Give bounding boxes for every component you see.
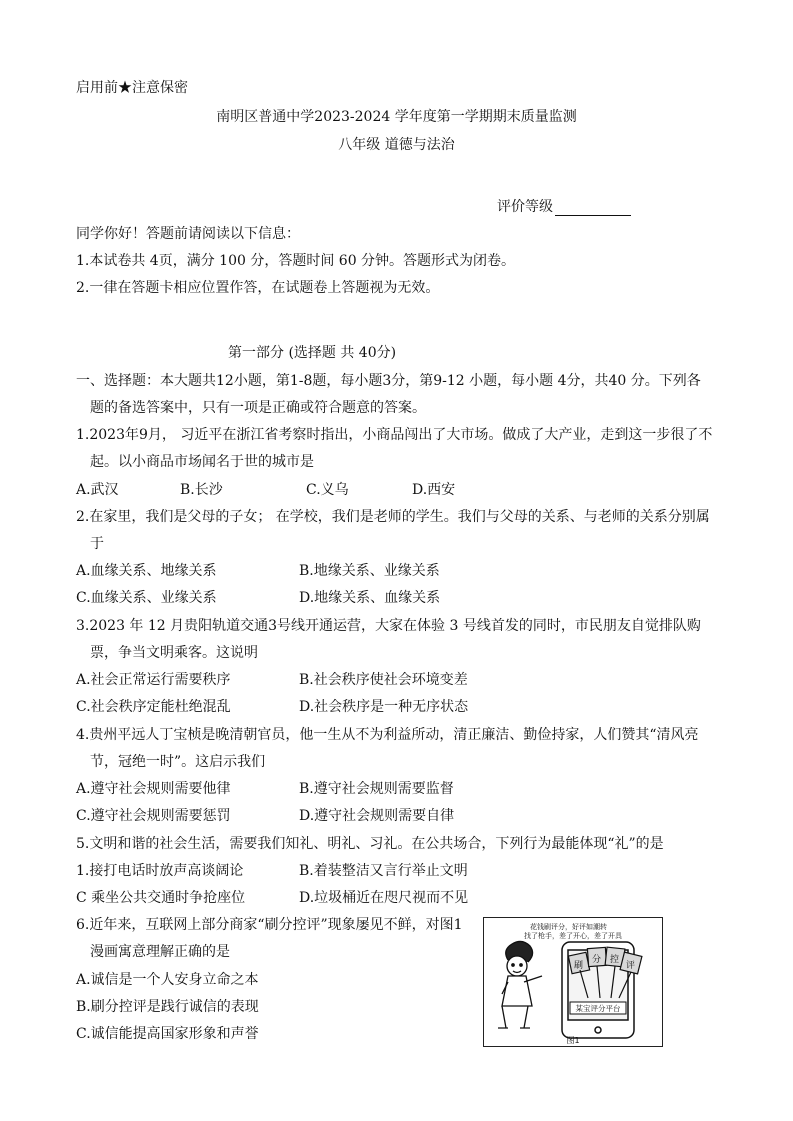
option-d: D.地缘关系、血缘关系 xyxy=(299,590,441,606)
option-c: C.义乌 xyxy=(306,482,349,498)
option-c: C.血缘关系、业缘关系 xyxy=(76,590,217,606)
option-b: B.遵守社会规则需要监督 xyxy=(299,781,454,797)
grade-field xyxy=(497,196,631,216)
grade-label: 评价等级 xyxy=(497,199,553,215)
option-a: A.遵守社会规则需要他律 xyxy=(76,781,231,797)
cartoon-drawing xyxy=(484,918,662,1046)
figure-cartoon xyxy=(483,917,663,1047)
option-c: C 乘坐公共交通时争抢座位 xyxy=(76,890,246,906)
part-title: 第一部分 (选择题 共 40分) xyxy=(228,345,397,361)
question-stem-cont: 漫画寓意理解正确的是 xyxy=(90,944,230,960)
option-d: D.西安 xyxy=(412,482,456,498)
question-stem: 2.在家里，我们是父母的子女； 在学校，我们是老师的学生。我们与父母的关系、与老师的关系分别属 xyxy=(76,509,710,525)
option-c: C.遵守社会规则需要惩罚 xyxy=(76,808,231,824)
speech-line: 花钱刷评分，好评如潮转 xyxy=(530,923,607,931)
question-stem-cont: 于 xyxy=(90,536,104,552)
banner-text: 某宝评分平台 xyxy=(575,1004,621,1013)
question-stem: 1.2023年9月， 习近平在浙江省考察时指出，小商品闯出了大市场。做成了大产业，走到这一步很了不 xyxy=(76,427,713,443)
question-stem-cont: 节，冠绝一时”。这启示我们 xyxy=(90,754,266,770)
option-b: B.社会秩序使社会环境变差 xyxy=(299,672,468,688)
notice-greeting: 同学你好！答题前请阅读以下信息： xyxy=(76,226,300,242)
option-a: 1.接打电话时放声高谈阔论 xyxy=(76,863,244,879)
option-a: A.血缘关系、地缘关系 xyxy=(76,563,217,579)
notice-item: 2.一律在答题卡相应位置作答，在试题卷上答题视为无效。 xyxy=(76,280,440,296)
question-stem: 6.近年来，互联网上部分商家“刷分控评”现象屡见不鲜，对图1 xyxy=(76,917,463,933)
question-stem: 5.文明和谐的社会生活，需要我们知礼、明礼、习礼。在公共场合，下列行为最能体现“礼”的是 xyxy=(76,836,664,852)
option-c: C.诚信能提高国家形象和声誉 xyxy=(76,1026,259,1042)
option-b: B.着装整洁又言行举止文明 xyxy=(299,863,468,879)
option-b: B.刷分控评是践行诚信的表现 xyxy=(76,999,259,1015)
option-b: B.长沙 xyxy=(180,482,223,498)
tile-label: 控 xyxy=(610,955,620,965)
confidential-note: 启用前★注意保密 xyxy=(76,80,188,96)
option-a: A.社会正常运行需要秩序 xyxy=(76,672,231,688)
figure-caption: 图1 xyxy=(566,1036,580,1045)
tile-label: 刷 xyxy=(574,961,584,971)
question-stem-cont: 起。以小商品市场闻名于世的城市是 xyxy=(90,454,314,470)
section-instruction: 一、选择题：本大题共12小题，第1-8题，每小题3分，第9-12 小题，每小题 4分，共40 分。下列各 xyxy=(76,373,701,389)
option-a: A.诚信是一个人安身立命之本 xyxy=(76,972,259,988)
option-d: D.遵守社会规则需要自律 xyxy=(299,808,455,824)
notice-item: 1.本试卷共 4页，满分 100 分，答题时间 60 分钟。答题形式为闭卷。 xyxy=(76,253,516,269)
question-stem: 4.贵州平远人丁宝桢是晚清朝官员，他一生从不为利益所动，清正廉洁、勤俭持家，人们赞其“清风亮 xyxy=(76,727,699,743)
person-figure xyxy=(498,941,542,1028)
speech-line: 找了枪手，差了开心，差了开具 xyxy=(524,932,622,940)
option-a: A.武汉 xyxy=(76,482,119,498)
question-stem-cont: 票，争当文明乘客。这说明 xyxy=(90,645,258,661)
option-b: B.地缘关系、业缘关系 xyxy=(299,563,440,579)
option-c: C.社会秩序定能杜绝混乱 xyxy=(76,699,231,715)
exam-title: 南明区普通中学2023-2024 学年度第一学期期末质量监测 xyxy=(216,109,577,125)
question-stem: 3.2023 年 12 月贵阳轨道交通3号线开通运营，大家在体验 3 号线首发的同时，市民朋友自觉排队购 xyxy=(76,618,701,634)
section-instruction-cont: 题的备选答案中，只有一项是正确或符合题意的答案。 xyxy=(90,400,426,416)
exam-subtitle: 八年级 道德与法治 xyxy=(338,137,455,153)
tile-label: 评 xyxy=(626,961,636,971)
tile-label: 分 xyxy=(592,955,602,965)
grade-blank xyxy=(555,201,631,216)
option-d: D.社会秩序是一种无序状态 xyxy=(299,699,469,715)
option-d: D.垃圾桶近在咫尺视而不见 xyxy=(299,890,469,906)
